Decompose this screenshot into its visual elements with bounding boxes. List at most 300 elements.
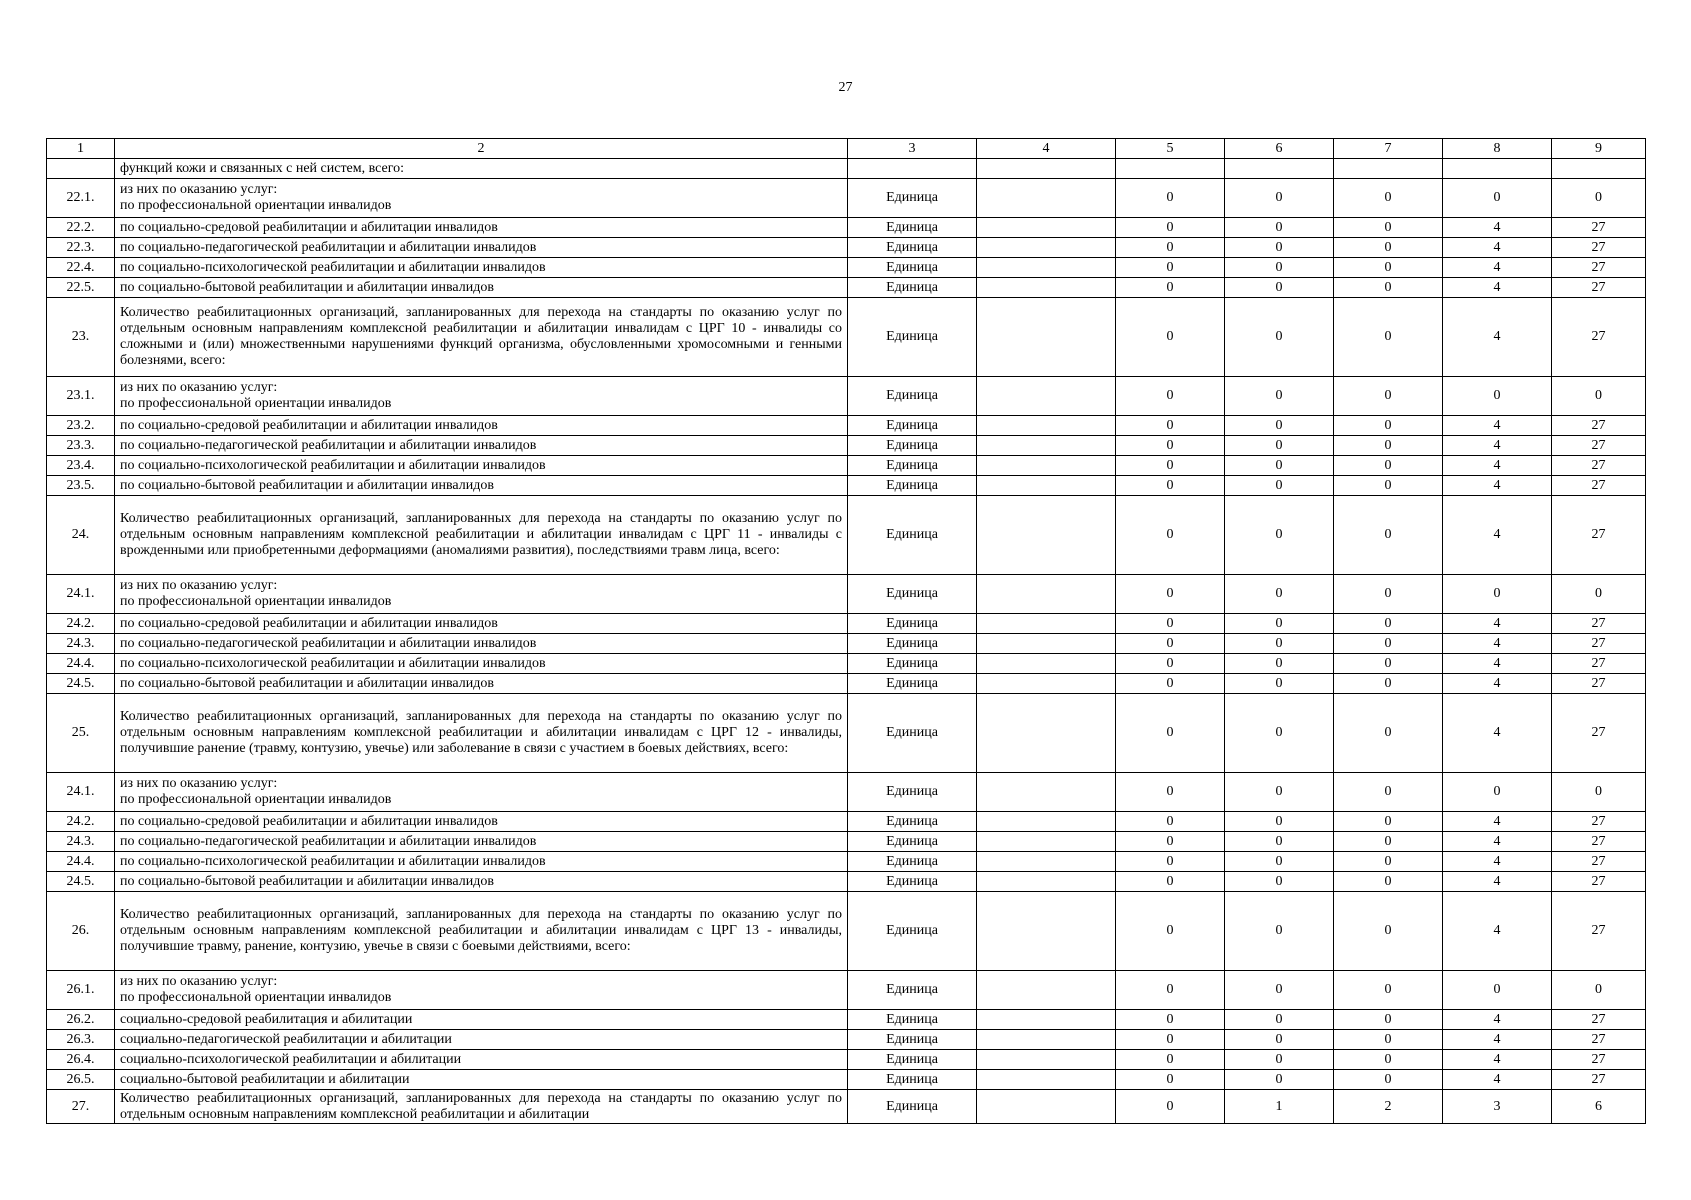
cell-col5: 0 (1116, 496, 1225, 575)
cell-col6: 0 (1225, 416, 1334, 436)
cell-col9: 27 (1552, 634, 1646, 654)
row-number: 23. (47, 298, 115, 377)
table-row (47, 872, 1646, 892)
cell-col5: 0 (1116, 674, 1225, 694)
cell-col8: 4 (1443, 436, 1552, 456)
cell-col7: 0 (1334, 218, 1443, 238)
table-row (47, 218, 1646, 238)
cell-col6: 0 (1225, 852, 1334, 872)
cell-col5 (1116, 159, 1225, 179)
row-description: по социально-средовой реабилитации и абилитации инвалидов (115, 614, 848, 634)
cell-col7: 0 (1334, 614, 1443, 634)
cell-col5: 0 (1116, 575, 1225, 614)
row-description: Количество реабилитационных организаций, запланированных для перехода на стандарты по оказанию услуг по отдельным основным направлениям комплексной реабилитации и абилитации (115, 1090, 848, 1124)
cell-col5: 0 (1116, 773, 1225, 812)
table-row (47, 1090, 1646, 1124)
cell-col9: 27 (1552, 278, 1646, 298)
cell-col9: 0 (1552, 179, 1646, 218)
row-description: по социально-педагогической реабилитации и абилитации инвалидов (115, 238, 848, 258)
cell-col8: 4 (1443, 456, 1552, 476)
table-row (47, 674, 1646, 694)
row-unit: Единица (848, 614, 977, 634)
row-unit: Единица (848, 971, 977, 1010)
cell-col6: 0 (1225, 812, 1334, 832)
table-row (47, 892, 1646, 971)
cell-col6: 0 (1225, 1050, 1334, 1070)
table-row (47, 832, 1646, 852)
row-unit: Единица (848, 812, 977, 832)
cell-col9: 27 (1552, 1050, 1646, 1070)
cell-col5: 0 (1116, 832, 1225, 852)
table-row (47, 476, 1646, 496)
row-description: по социально-психологической реабилитации и абилитации инвалидов (115, 258, 848, 278)
row-number: 26.2. (47, 1010, 115, 1030)
row-number: 23.1. (47, 377, 115, 416)
cell-col9: 27 (1552, 1030, 1646, 1050)
table-body (47, 139, 1646, 1124)
cell-col5: 0 (1116, 1070, 1225, 1090)
cell-col9: 27 (1552, 872, 1646, 892)
cell-col6: 0 (1225, 614, 1334, 634)
table-row (47, 1070, 1646, 1090)
row-unit: Единица (848, 1070, 977, 1090)
row-number: 23.5. (47, 476, 115, 496)
cell-col6: 0 (1225, 238, 1334, 258)
row-unit: Единица (848, 832, 977, 852)
row-number: 24.5. (47, 872, 115, 892)
row-description: по социально-средовой реабилитации и абилитации инвалидов (115, 812, 848, 832)
cell-col9: 27 (1552, 694, 1646, 773)
row-unit: Единица (848, 476, 977, 496)
row-description: по социально-педагогической реабилитации и абилитации инвалидов (115, 634, 848, 654)
cell-col7: 0 (1334, 476, 1443, 496)
cell-col4 (977, 575, 1116, 614)
row-description: Количество реабилитационных организаций, запланированных для перехода на стандарты по оказанию услуг по отдельным основным направлениям комплексной реабилитации и абилитации инвалидам с ЦРГ 10 - инвалиды со сложными и (или) множественными нарушениями функций организма, обусловленными хромосомными и генными болезнями, всего: (115, 298, 848, 377)
cell-col5: 0 (1116, 416, 1225, 436)
cell-col9: 27 (1552, 416, 1646, 436)
table-row (47, 634, 1646, 654)
row-description: социально-бытовой реабилитации и абилитации (115, 1070, 848, 1090)
cell-col6: 0 (1225, 575, 1334, 614)
row-unit: Единица (848, 1030, 977, 1050)
header-cell: 3 (848, 139, 977, 159)
cell-col4 (977, 971, 1116, 1010)
cell-col6: 0 (1225, 674, 1334, 694)
cell-col8: 4 (1443, 654, 1552, 674)
cell-col5: 0 (1116, 654, 1225, 674)
cell-col5: 0 (1116, 1090, 1225, 1124)
row-number: 22.5. (47, 278, 115, 298)
row-description: по социально-бытовой реабилитации и абилитации инвалидов (115, 278, 848, 298)
cell-col4 (977, 238, 1116, 258)
row-number: 22.2. (47, 218, 115, 238)
cell-col8: 0 (1443, 179, 1552, 218)
cell-col5: 0 (1116, 436, 1225, 456)
cell-col4 (977, 377, 1116, 416)
row-number: 26.3. (47, 1030, 115, 1050)
table-row (47, 971, 1646, 1010)
row-unit: Единица (848, 496, 977, 575)
cell-col8: 4 (1443, 238, 1552, 258)
cell-col5: 0 (1116, 1030, 1225, 1050)
cell-col6: 0 (1225, 872, 1334, 892)
cell-col8: 0 (1443, 377, 1552, 416)
header-cell: 7 (1334, 139, 1443, 159)
cell-col8 (1443, 159, 1552, 179)
table-header-row (47, 139, 1646, 159)
cell-col4 (977, 852, 1116, 872)
cell-col9: 27 (1552, 238, 1646, 258)
row-description: Количество реабилитационных организаций, запланированных для перехода на стандарты по оказанию услуг по отдельным основным направлениям комплексной реабилитации и абилитации инвалидам с ЦРГ 12 - инвалиды, получившие ранение (травму, контузию, увечье) или заболевание в связи с участием в боевых действиях, всего: (115, 694, 848, 773)
cell-col7: 0 (1334, 496, 1443, 575)
row-unit: Единица (848, 416, 977, 436)
row-unit: Единица (848, 634, 977, 654)
header-cell: 1 (47, 139, 115, 159)
row-number: 24.4. (47, 852, 115, 872)
cell-col4 (977, 179, 1116, 218)
row-unit: Единица (848, 892, 977, 971)
cell-col9: 27 (1552, 496, 1646, 575)
cell-col5: 0 (1116, 476, 1225, 496)
cell-col4 (977, 1050, 1116, 1070)
cell-col6: 0 (1225, 1030, 1334, 1050)
cell-col9: 27 (1552, 476, 1646, 496)
data-table (46, 138, 1646, 1124)
row-number: 23.3. (47, 436, 115, 456)
row-description: Количество реабилитационных организаций, запланированных для перехода на стандарты по оказанию услуг по отдельным основным направлениям комплексной реабилитации и абилитации инвалидам с ЦРГ 11 - инвалиды с врожденными или приобретенными деформациями (аномалиями развития), последствиями травм лица, всего: (115, 496, 848, 575)
cell-col4 (977, 694, 1116, 773)
cell-col9: 27 (1552, 614, 1646, 634)
cell-col8: 0 (1443, 971, 1552, 1010)
row-number: 23.2. (47, 416, 115, 436)
row-number: 24.2. (47, 812, 115, 832)
cell-col4 (977, 892, 1116, 971)
table-row (47, 159, 1646, 179)
row-number: 26.4. (47, 1050, 115, 1070)
cell-col9: 27 (1552, 258, 1646, 278)
cell-col5: 0 (1116, 1050, 1225, 1070)
cell-col8: 4 (1443, 476, 1552, 496)
row-number: 26.1. (47, 971, 115, 1010)
cell-col4 (977, 872, 1116, 892)
cell-col6: 0 (1225, 832, 1334, 852)
cell-col6: 0 (1225, 971, 1334, 1010)
row-description: по социально-средовой реабилитации и абилитации инвалидов (115, 218, 848, 238)
row-unit: Единица (848, 872, 977, 892)
row-number: 25. (47, 694, 115, 773)
cell-col5: 0 (1116, 258, 1225, 278)
cell-col6: 0 (1225, 694, 1334, 773)
cell-col8: 4 (1443, 416, 1552, 436)
row-description: из них по оказанию услуг: по профессиональной ориентации инвалидов (115, 773, 848, 812)
cell-col5: 0 (1116, 971, 1225, 1010)
cell-col6: 0 (1225, 218, 1334, 238)
cell-col5: 0 (1116, 694, 1225, 773)
row-unit: Единица (848, 773, 977, 812)
row-unit: Единица (848, 575, 977, 614)
header-cell: 5 (1116, 139, 1225, 159)
row-unit: Единица (848, 456, 977, 476)
row-description: по социально-бытовой реабилитации и абилитации инвалидов (115, 872, 848, 892)
cell-col9: 27 (1552, 812, 1646, 832)
table-row (47, 238, 1646, 258)
cell-col5: 0 (1116, 852, 1225, 872)
row-number (47, 159, 115, 179)
row-description: по социально-психологической реабилитации и абилитации инвалидов (115, 456, 848, 476)
cell-col4 (977, 614, 1116, 634)
cell-col9: 0 (1552, 971, 1646, 1010)
cell-col4 (977, 1010, 1116, 1030)
cell-col4 (977, 634, 1116, 654)
row-unit: Единица (848, 179, 977, 218)
cell-col9: 0 (1552, 773, 1646, 812)
cell-col9: 27 (1552, 218, 1646, 238)
cell-col4 (977, 258, 1116, 278)
header-cell: 4 (977, 139, 1116, 159)
cell-col4 (977, 278, 1116, 298)
cell-col8: 4 (1443, 892, 1552, 971)
cell-col5: 0 (1116, 456, 1225, 476)
row-unit (848, 159, 977, 179)
cell-col4 (977, 476, 1116, 496)
cell-col7: 0 (1334, 694, 1443, 773)
cell-col7: 0 (1334, 278, 1443, 298)
row-unit: Единица (848, 377, 977, 416)
cell-col7: 0 (1334, 892, 1443, 971)
cell-col4 (977, 1070, 1116, 1090)
row-description: по социально-педагогической реабилитации и абилитации инвалидов (115, 436, 848, 456)
cell-col8: 4 (1443, 258, 1552, 278)
table-row (47, 1030, 1646, 1050)
row-number: 23.4. (47, 456, 115, 476)
cell-col9: 27 (1552, 852, 1646, 872)
table-row (47, 575, 1646, 614)
cell-col4 (977, 812, 1116, 832)
cell-col6: 0 (1225, 476, 1334, 496)
row-number: 26. (47, 892, 115, 971)
cell-col8: 4 (1443, 1030, 1552, 1050)
cell-col8: 4 (1443, 634, 1552, 654)
table-row (47, 694, 1646, 773)
row-description: по социально-средовой реабилитации и абилитации инвалидов (115, 416, 848, 436)
row-unit: Единица (848, 852, 977, 872)
cell-col7: 0 (1334, 654, 1443, 674)
cell-col7: 2 (1334, 1090, 1443, 1124)
cell-col6: 0 (1225, 278, 1334, 298)
cell-col4 (977, 436, 1116, 456)
cell-col8: 0 (1443, 773, 1552, 812)
cell-col5: 0 (1116, 812, 1225, 832)
cell-col7: 0 (1334, 674, 1443, 694)
table-row (47, 852, 1646, 872)
cell-col7: 0 (1334, 872, 1443, 892)
cell-col9: 27 (1552, 436, 1646, 456)
table-row (47, 179, 1646, 218)
cell-col9: 6 (1552, 1090, 1646, 1124)
table-row (47, 496, 1646, 575)
cell-col8: 3 (1443, 1090, 1552, 1124)
cell-col6: 0 (1225, 892, 1334, 971)
cell-col6: 0 (1225, 496, 1334, 575)
row-description: Количество реабилитационных организаций, запланированных для перехода на стандарты по оказанию услуг по отдельным основным направлениям комплексной реабилитации и абилитации инвалидам с ЦРГ 13 - инвалиды, получившие травму, ранение, контузию, увечье в связи с боевыми действиями, всего: (115, 892, 848, 971)
row-number: 24.3. (47, 634, 115, 654)
table-row (47, 654, 1646, 674)
cell-col5: 0 (1116, 377, 1225, 416)
cell-col8: 4 (1443, 278, 1552, 298)
cell-col9: 27 (1552, 1010, 1646, 1030)
cell-col5: 0 (1116, 218, 1225, 238)
table-row (47, 773, 1646, 812)
cell-col9 (1552, 159, 1646, 179)
table-row (47, 812, 1646, 832)
cell-col7: 0 (1334, 436, 1443, 456)
row-unit: Единица (848, 238, 977, 258)
cell-col5: 0 (1116, 614, 1225, 634)
cell-col6 (1225, 159, 1334, 179)
cell-col6: 1 (1225, 1090, 1334, 1124)
row-unit: Единица (848, 258, 977, 278)
row-description: по социально-педагогической реабилитации и абилитации инвалидов (115, 832, 848, 852)
cell-col4 (977, 1090, 1116, 1124)
cell-col6: 0 (1225, 436, 1334, 456)
table-row (47, 416, 1646, 436)
cell-col8: 4 (1443, 614, 1552, 634)
cell-col5: 0 (1116, 278, 1225, 298)
header-cell: 6 (1225, 139, 1334, 159)
cell-col9: 0 (1552, 575, 1646, 614)
row-unit: Единица (848, 278, 977, 298)
row-number: 24.1. (47, 773, 115, 812)
row-number: 24.5. (47, 674, 115, 694)
cell-col7: 0 (1334, 377, 1443, 416)
cell-col7: 0 (1334, 575, 1443, 614)
cell-col6: 0 (1225, 258, 1334, 278)
table-row (47, 614, 1646, 634)
cell-col9: 27 (1552, 654, 1646, 674)
cell-col7: 0 (1334, 1010, 1443, 1030)
cell-col7: 0 (1334, 773, 1443, 812)
cell-col9: 27 (1552, 892, 1646, 971)
cell-col4 (977, 298, 1116, 377)
table-row (47, 1050, 1646, 1070)
cell-col7: 0 (1334, 1050, 1443, 1070)
cell-col5: 0 (1116, 298, 1225, 377)
cell-col7: 0 (1334, 971, 1443, 1010)
cell-col6: 0 (1225, 773, 1334, 812)
cell-col7: 0 (1334, 1030, 1443, 1050)
row-unit: Единица (848, 1010, 977, 1030)
cell-col8: 4 (1443, 852, 1552, 872)
table-row (47, 278, 1646, 298)
row-description: из них по оказанию услуг: по профессиональной ориентации инвалидов (115, 575, 848, 614)
cell-col4 (977, 456, 1116, 476)
header-cell: 8 (1443, 139, 1552, 159)
row-unit: Единица (848, 654, 977, 674)
cell-col4 (977, 773, 1116, 812)
cell-col6: 0 (1225, 298, 1334, 377)
cell-col6: 0 (1225, 377, 1334, 416)
cell-col4 (977, 832, 1116, 852)
cell-col7: 0 (1334, 238, 1443, 258)
cell-col7: 0 (1334, 456, 1443, 476)
row-description: социально-психологической реабилитации и абилитации (115, 1050, 848, 1070)
table-row (47, 1010, 1646, 1030)
row-description: функций кожи и связанных с ней систем, всего: (115, 159, 848, 179)
row-number: 27. (47, 1090, 115, 1124)
row-unit: Единица (848, 218, 977, 238)
cell-col8: 4 (1443, 1050, 1552, 1070)
row-description: социально-педагогической реабилитации и абилитации (115, 1030, 848, 1050)
row-unit: Единица (848, 436, 977, 456)
row-unit: Единица (848, 674, 977, 694)
cell-col5: 0 (1116, 179, 1225, 218)
cell-col7: 0 (1334, 832, 1443, 852)
cell-col8: 4 (1443, 1010, 1552, 1030)
cell-col8: 4 (1443, 218, 1552, 238)
row-description: из них по оказанию услуг: по профессиональной ориентации инвалидов (115, 377, 848, 416)
cell-col8: 4 (1443, 812, 1552, 832)
cell-col7: 0 (1334, 852, 1443, 872)
cell-col5: 0 (1116, 1010, 1225, 1030)
row-number: 24.3. (47, 832, 115, 852)
cell-col7: 0 (1334, 416, 1443, 436)
table-row (47, 258, 1646, 278)
cell-col4 (977, 654, 1116, 674)
cell-col8: 0 (1443, 575, 1552, 614)
cell-col4 (977, 1030, 1116, 1050)
cell-col8: 4 (1443, 872, 1552, 892)
cell-col6: 0 (1225, 1010, 1334, 1030)
cell-col7 (1334, 159, 1443, 179)
row-number: 22.1. (47, 179, 115, 218)
cell-col4 (977, 496, 1116, 575)
cell-col9: 27 (1552, 1070, 1646, 1090)
cell-col9: 27 (1552, 832, 1646, 852)
cell-col9: 27 (1552, 298, 1646, 377)
row-number: 24. (47, 496, 115, 575)
row-unit: Единица (848, 1090, 977, 1124)
cell-col8: 4 (1443, 694, 1552, 773)
row-unit: Единица (848, 298, 977, 377)
cell-col8: 4 (1443, 496, 1552, 575)
cell-col6: 0 (1225, 634, 1334, 654)
page-number: 27 (838, 80, 853, 95)
cell-col8: 4 (1443, 674, 1552, 694)
header-cell: 2 (115, 139, 848, 159)
row-description: по социально-бытовой реабилитации и абилитации инвалидов (115, 476, 848, 496)
table-row (47, 377, 1646, 416)
cell-col5: 0 (1116, 892, 1225, 971)
row-unit: Единица (848, 694, 977, 773)
cell-col8: 4 (1443, 298, 1552, 377)
row-description: из них по оказанию услуг: по профессиональной ориентации инвалидов (115, 179, 848, 218)
cell-col7: 0 (1334, 298, 1443, 377)
cell-col4 (977, 159, 1116, 179)
cell-col5: 0 (1116, 634, 1225, 654)
row-number: 26.5. (47, 1070, 115, 1090)
cell-col4 (977, 416, 1116, 436)
cell-col9: 27 (1552, 456, 1646, 476)
table-row (47, 436, 1646, 456)
cell-col5: 0 (1116, 238, 1225, 258)
row-number: 24.1. (47, 575, 115, 614)
row-description: из них по оказанию услуг: по профессиональной ориентации инвалидов (115, 971, 848, 1010)
cell-col4 (977, 218, 1116, 238)
cell-col6: 0 (1225, 654, 1334, 674)
row-number: 24.4. (47, 654, 115, 674)
cell-col6: 0 (1225, 1070, 1334, 1090)
cell-col8: 4 (1443, 1070, 1552, 1090)
